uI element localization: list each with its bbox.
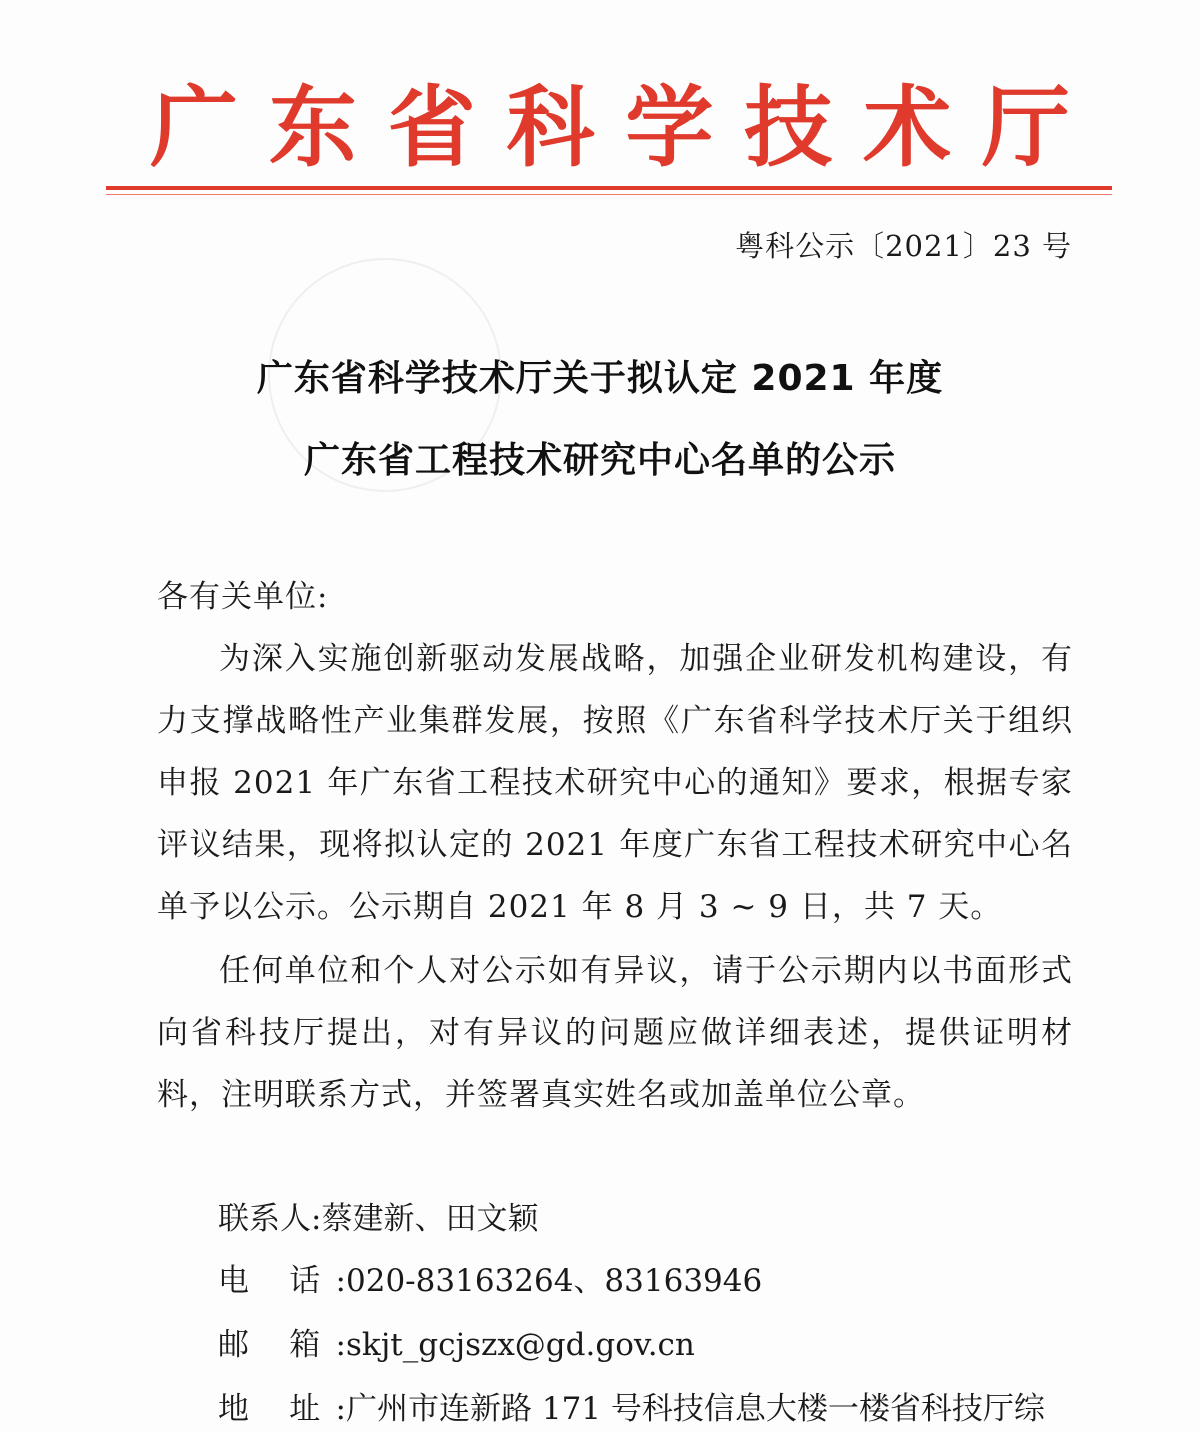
document-number: 粤科公示〔2021〕23 号 (735, 229, 1072, 263)
contact-address-label: 地 址: (218, 1391, 346, 1427)
letterhead-char: 学 (625, 75, 714, 179)
letterhead-char: 省 (387, 75, 476, 179)
contact-phone-value: 020-83163264、83163946 (346, 1263, 763, 1299)
letterhead-char: 技 (744, 75, 833, 179)
contact-person-label: 联系人: (218, 1201, 322, 1237)
document-title-line-1: 广东省科学技术厅关于拟认定 2021 年度 (256, 358, 944, 399)
letterhead-rule-thin (106, 194, 1112, 195)
contact-email-label: 邮 箱: (218, 1327, 346, 1363)
contact-address-row (218, 1378, 1078, 1440)
contact-address-value: 广州市连新路 171 号科技信息大楼一楼省科技厅综 (346, 1391, 1045, 1427)
body-paragraph: 任何单位和个人对公示如有异议，请于公示期内以书面形式向省科技厅提出，对有异议的问题应做详细表述，提供证明材料，注明联系方式，并签署真实姓名或加盖单位公章。 (157, 953, 1073, 1113)
letterhead-rule (106, 186, 1112, 190)
contact-phone-row (218, 1250, 1078, 1312)
contact-phone-label: 电 话: (218, 1263, 346, 1299)
letterhead-char: 科 (506, 75, 595, 179)
letterhead-char: 东 (268, 75, 357, 179)
letterhead (150, 72, 1070, 182)
contact-email-row (218, 1314, 1078, 1376)
salutation: 各有关单位: (157, 579, 329, 615)
contact-person-row (218, 1188, 1078, 1250)
document-title-line-2: 广东省工程技术研究中心名单的公示 (303, 440, 896, 481)
letterhead-char: 术 (863, 75, 952, 179)
letterhead-char: 广 (150, 75, 239, 179)
contact-email-value: skjt_gcjszx@gd.gov.cn (346, 1327, 695, 1363)
body-paragraph: 为深入实施创新驱动发展战略，加强企业研发机构建设，有力支撑战略性产业集群发展，按照《广东省科学技术厅关于组织申报 2021 年广东省工程技术研究中心的通知》要求，根据专家评议结果，现将拟认定的 2021 年度广东省工程技术研究中心名单予以公示。公示期自 2021 年 8 月 3 ~ 9 日，共 7 天。 (157, 641, 1073, 925)
contact-person-value: 蔡建新、田文颖 (321, 1201, 539, 1237)
letterhead-char: 厅 (981, 75, 1070, 179)
